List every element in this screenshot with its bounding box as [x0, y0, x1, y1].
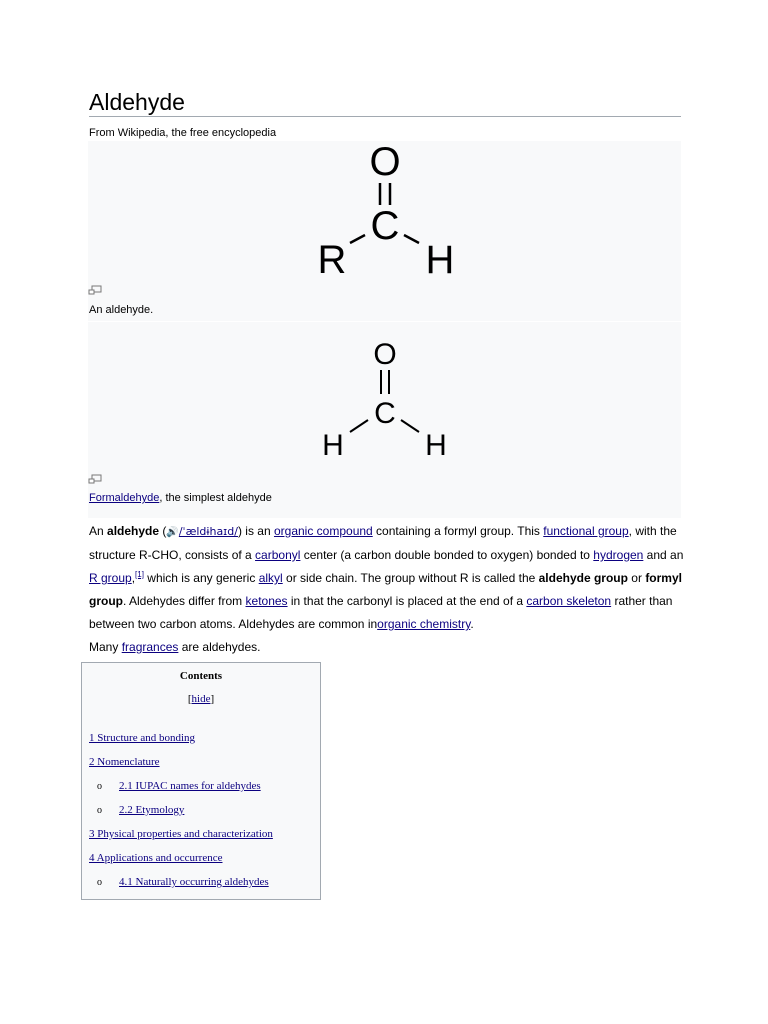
link-hydrogen[interactable]: hydrogen: [593, 548, 644, 562]
link-organic-compound[interactable]: organic compound: [273, 524, 373, 538]
caption-text: , the simplest aldehyde: [159, 492, 272, 504]
toc-hide-toggle: [hide]: [187, 693, 215, 705]
toc-item-nomenclature[interactable]: 2 Nomenclature: [89, 756, 160, 768]
link-carbonyl[interactable]: carbonyl: [255, 548, 301, 562]
toc-item-iupac[interactable]: 2.1 IUPAC names for aldehydes: [119, 780, 261, 792]
formaldehyde-figure: [88, 322, 681, 518]
speaker-icon[interactable]: 🔊: [166, 527, 179, 538]
atom-carbon: C: [370, 204, 400, 248]
toc-item-physical-properties[interactable]: 3 Physical properties and characterization: [89, 828, 273, 840]
toc-item-etymology[interactable]: 2.2 Etymology: [119, 804, 185, 816]
toc-item-structure[interactable]: 1 Structure and bonding: [89, 732, 196, 744]
link-ketones[interactable]: ketones: [245, 594, 288, 608]
link-functional-group[interactable]: functional group: [543, 524, 629, 538]
toc-bullet: o: [97, 781, 102, 792]
toc-bullet: o: [97, 805, 102, 816]
bond-right: [401, 420, 419, 432]
bond-left: [350, 235, 365, 243]
figure-caption: An aldehyde.: [89, 304, 154, 316]
aldehyde-structure-diagram[interactable]: [88, 141, 681, 321]
toc-item-naturally-occurring[interactable]: 4.1 Naturally occurring aldehydes: [119, 876, 269, 888]
link-alkyl[interactable]: alkyl: [258, 571, 283, 585]
atom-carbon: C: [374, 397, 396, 430]
atom-oxygen: O: [369, 141, 401, 184]
atom-hydrogen-right: H: [425, 429, 447, 462]
enlarge-icon[interactable]: [88, 285, 102, 295]
toc-bullet: o: [97, 877, 102, 888]
term-aldehyde: aldehyde: [107, 524, 160, 538]
bond-left: [350, 420, 368, 432]
table-of-contents: [81, 662, 321, 900]
figure-caption: [89, 492, 272, 504]
aldehyde-figure: [88, 141, 681, 321]
reference-1[interactable]: [1]: [135, 570, 144, 579]
atom-oxygen: O: [373, 338, 397, 371]
intro-paragraph: An aldehyde (🔊/ˈældɨhaɪd/) is an organic compound containing a formyl group. This functional group, with the structure R-CHO, consists of a carbonyl center (a carbon double bonded to oxygen) bonded to hydrogen and an R group,[1] which is any generic alkyl or side chain. The group without R is called the aldehyde group or formyl group. Aldehydes differ from ketones in that the carbonyl is placed at the end of a carbon skeleton rather than between two carbon atoms. Aldehydes are common inorganic chemistry. Many fragrances are aldehydes.: [89, 524, 684, 654]
toc-item-applications[interactable]: 4 Applications and occurrence: [89, 852, 223, 864]
toc-title: Contents: [179, 670, 223, 682]
atom-r-group: R: [317, 238, 347, 282]
link-r-group[interactable]: R group: [89, 571, 132, 585]
bond-right: [404, 235, 419, 243]
tagline: From Wikipedia, the free encyclopedia: [89, 127, 277, 139]
toc-hide-link[interactable]: hide: [191, 693, 211, 705]
atom-hydrogen: H: [425, 238, 455, 282]
link-organic-chemistry[interactable]: organic chemistry: [377, 617, 471, 631]
link-fragrances[interactable]: fragrances: [121, 640, 179, 654]
pronunciation-link[interactable]: /ˈældɨhaɪd/: [178, 525, 238, 538]
term-formyl-group: formyl group: [89, 571, 682, 608]
page-title: Aldehyde: [89, 88, 681, 117]
atom-hydrogen-left: H: [322, 429, 344, 462]
formaldehyde-structure-diagram[interactable]: [88, 322, 681, 518]
link-carbon-skeleton[interactable]: carbon skeleton: [526, 594, 612, 608]
formaldehyde-link[interactable]: Formaldehyde: [89, 492, 160, 504]
term-aldehyde-group: aldehyde group: [538, 571, 628, 585]
enlarge-icon[interactable]: [88, 474, 102, 484]
